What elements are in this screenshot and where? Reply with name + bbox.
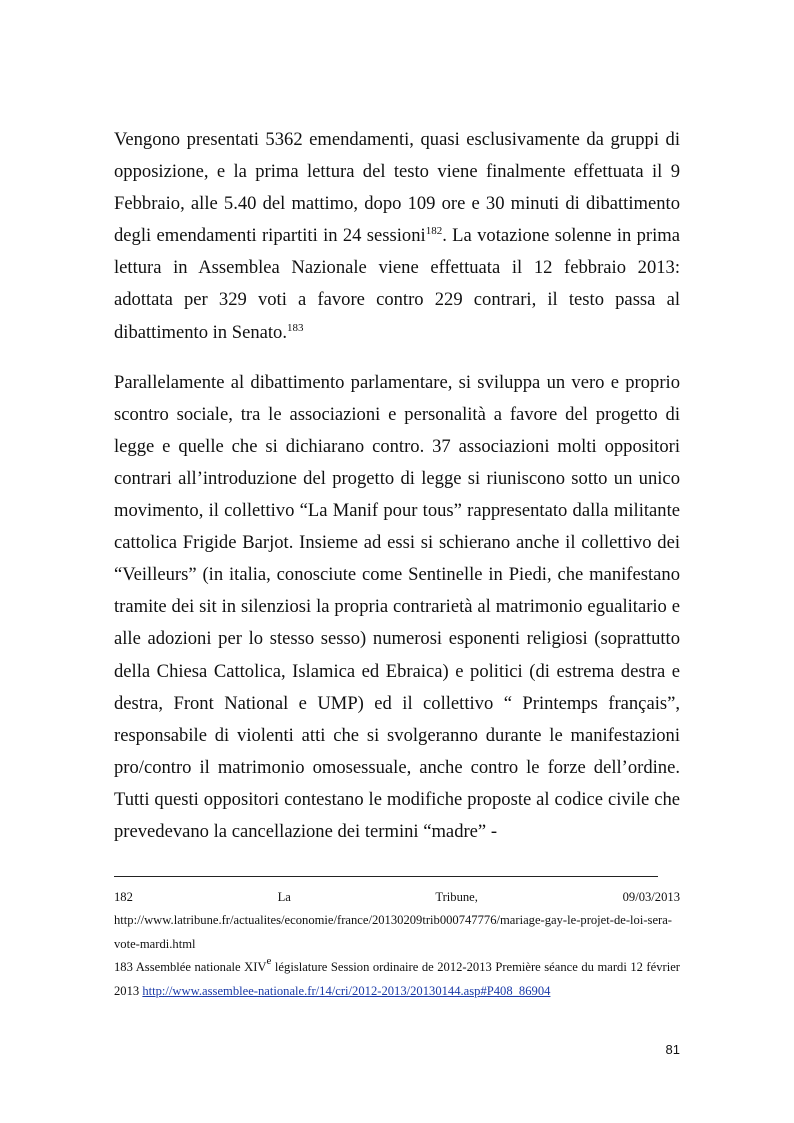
footnote-182: 182 La Tribune, 09/03/2013 http://www.latribune.fr/actualites/economie/france/20130209trib000747776/mariage-gay-le-projet-de-loi-sera-vote-mardi.html <box>114 890 680 951</box>
footnote-183-text-b: législature Session ordinaire de 2012-2013 Première séance du mardi 12 février 2013 <box>114 960 680 998</box>
footnote-ref-182[interactable]: 182 <box>425 225 443 238</box>
footnote-separator <box>114 876 658 877</box>
paragraph-1-part-a: Vengono presentati 5362 emendamenti, quasi esclusivamente da gruppi di opposizione, e la prima lettura del testo viene finalmente effettuata il 9 Febbraio, alle 5.40 del mattimo, dopo 109 ore e 30 minuti di dibattimento degli emendamenti ripartiti in 24 sessioni <box>114 129 680 247</box>
paragraph-2: Parallelamente al dibattimento parlamentare, si sviluppa un vero e proprio scontro sociale, tra le associazioni e personalità a favore del progetto di legge e quelle che si dichiarano contro. 37 associazioni molti oppositori contrari all’introduzione del progetto di legge si riuniscono sotto un unico movimento, il collettivo “La Manif pour tous” rappresentato dalla militante cattolica Frigide Barjot. Insieme ad essi si schierano anche il collettivo dei “Veilleurs” (in italia, conosciute come Sentinelle in Piedi, che manifestano tramite dei sit in silenziosi la propria contrarietà al matrimonio egualitario e alle adozioni per lo stesso sesso) numerosi esponenti religiosi (soprattutto della Chiesa Cattolica, Islamica ed Ebraica) e politici (di estrema destra e destra, Front National e UMP) ed il collettivo “ Printemps français”, responsabile di violenti atti che si svolgeranno durante le manifestazioni pro/contro il matrimonio omosessuale, anche contro le forze dell’ordine. Tutti questi oppositori contestano le modifiche proposte al codice civile che prevedevano la cancellazione dei termini “madre” - <box>114 371 680 842</box>
footnote-ref-183[interactable]: 183 <box>287 321 304 334</box>
paragraph-1-part-b: . La votazione solenne in prima lettura in Assemblea Nazionale viene effettuata il 12 febbraio 2013: adottata per 329 voti a favore contro 229 contrari, il testo passa al dibattimento in Senato. <box>114 225 680 343</box>
footnotes <box>114 886 680 1003</box>
footnote-183-text-a: 183 Assemblée nationale XIV <box>114 960 267 975</box>
paragraph-1 <box>114 124 680 349</box>
footnote-183-superscript: e <box>266 955 272 968</box>
footnote-183 <box>114 956 680 1003</box>
page-number: 81 <box>665 1042 680 1057</box>
body-text <box>114 124 680 866</box>
footnote-183-link[interactable]: http://www.assemblee-nationale.fr/14/cri/2012-2013/20130144.asp#P408_86904 <box>142 983 551 998</box>
